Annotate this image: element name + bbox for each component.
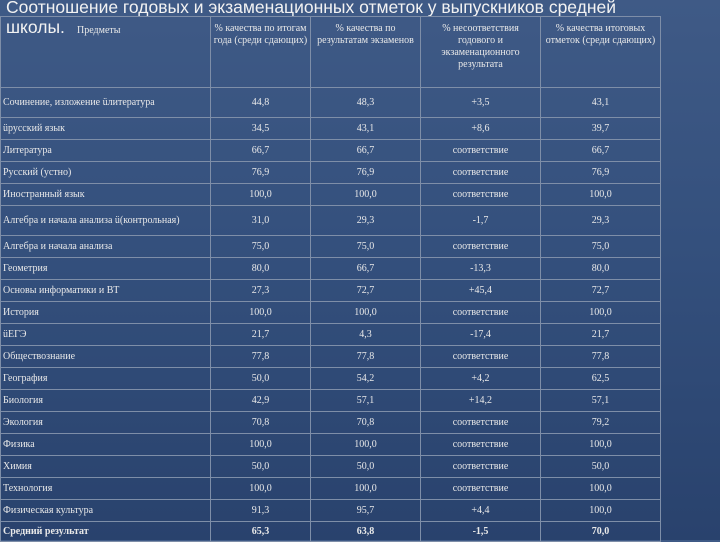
exam-cell: 100,0 — [311, 478, 421, 500]
subject-cell: Физика — [1, 434, 211, 456]
annual-cell: 34,5 — [211, 118, 311, 140]
exam-cell: 66,7 — [311, 140, 421, 162]
final-cell: 57,1 — [541, 390, 661, 412]
final-cell: 100,0 — [541, 184, 661, 206]
mismatch-cell: -13,3 — [421, 258, 541, 280]
subject-cell: География — [1, 368, 211, 390]
table-row — [1, 206, 661, 236]
exam-cell: 76,9 — [311, 162, 421, 184]
final-cell: 29,3 — [541, 206, 661, 236]
annual-cell: 100,0 — [211, 434, 311, 456]
mismatch-cell: соответствие — [421, 140, 541, 162]
subject-cell: Алгебра и начала анализа ü(контрольная) — [1, 206, 211, 236]
final-cell: 39,7 — [541, 118, 661, 140]
table-row — [1, 324, 661, 346]
table-row — [1, 140, 661, 162]
mismatch-cell: +14,2 — [421, 390, 541, 412]
exam-cell: 95,7 — [311, 500, 421, 522]
subject-cell: Геометрия — [1, 258, 211, 280]
mismatch-cell: +8,6 — [421, 118, 541, 140]
mismatch-cell: +45,4 — [421, 280, 541, 302]
final-cell: 72,7 — [541, 280, 661, 302]
final-cell: 21,7 — [541, 324, 661, 346]
annual-cell: 91,3 — [211, 500, 311, 522]
annual-cell: 42,9 — [211, 390, 311, 412]
exam-cell: 54,2 — [311, 368, 421, 390]
header-final: % качества итоговых отметок (среди сдающих) — [541, 17, 661, 88]
final-cell: 43,1 — [541, 88, 661, 118]
average-exam-cell: 63,8 — [311, 522, 421, 542]
mismatch-cell: соответствие — [421, 162, 541, 184]
table-row — [1, 302, 661, 324]
mismatch-cell: -1,7 — [421, 206, 541, 236]
table-row — [1, 88, 661, 118]
table-row — [1, 434, 661, 456]
exam-cell: 29,3 — [311, 206, 421, 236]
header-row — [1, 17, 661, 88]
mismatch-cell: соответствие — [421, 236, 541, 258]
final-cell: 100,0 — [541, 478, 661, 500]
final-cell: 50,0 — [541, 456, 661, 478]
table-row — [1, 118, 661, 140]
final-cell: 77,8 — [541, 346, 661, 368]
final-cell: 75,0 — [541, 236, 661, 258]
table-row — [1, 412, 661, 434]
final-cell: 66,7 — [541, 140, 661, 162]
average-mismatch-cell: -1,5 — [421, 522, 541, 542]
subject-cell: üЕГЭ — [1, 324, 211, 346]
exam-cell: 75,0 — [311, 236, 421, 258]
subject-cell: Химия — [1, 456, 211, 478]
subject-cell: Основы информатики и ВТ — [1, 280, 211, 302]
mismatch-cell: +3,5 — [421, 88, 541, 118]
subject-cell: Экология — [1, 412, 211, 434]
subject-cell: Биология — [1, 390, 211, 412]
mismatch-cell: соответствие — [421, 456, 541, 478]
final-cell: 100,0 — [541, 434, 661, 456]
final-cell: 79,2 — [541, 412, 661, 434]
mismatch-cell: +4,4 — [421, 500, 541, 522]
average-annual-cell: 65,3 — [211, 522, 311, 542]
exam-cell: 100,0 — [311, 184, 421, 206]
header-exam: % качества по результатам экзаменов — [311, 17, 421, 88]
final-cell: 76,9 — [541, 162, 661, 184]
table-row — [1, 162, 661, 184]
mismatch-cell: соответствие — [421, 434, 541, 456]
mismatch-cell: соответствие — [421, 346, 541, 368]
mismatch-cell: соответствие — [421, 412, 541, 434]
annual-cell: 100,0 — [211, 302, 311, 324]
subject-cell: üрусский язык — [1, 118, 211, 140]
exam-cell: 70,8 — [311, 412, 421, 434]
header-annual: % качества по итогам года (среди сдающих) — [211, 17, 311, 88]
annual-cell: 80,0 — [211, 258, 311, 280]
annual-cell: 50,0 — [211, 456, 311, 478]
subject-cell: Физическая культура — [1, 500, 211, 522]
annual-cell: 21,7 — [211, 324, 311, 346]
exam-cell: 4,3 — [311, 324, 421, 346]
table-row — [1, 184, 661, 206]
subject-cell: История — [1, 302, 211, 324]
mismatch-cell: соответствие — [421, 184, 541, 206]
average-row — [1, 522, 661, 542]
average-subject-cell: Средний результат — [1, 522, 211, 542]
exam-cell: 100,0 — [311, 302, 421, 324]
exam-cell: 57,1 — [311, 390, 421, 412]
annual-cell: 100,0 — [211, 478, 311, 500]
header-subject — [1, 17, 211, 88]
table-row — [1, 236, 661, 258]
table-row — [1, 346, 661, 368]
annual-cell: 75,0 — [211, 236, 311, 258]
annual-cell: 31,0 — [211, 206, 311, 236]
annual-cell: 27,3 — [211, 280, 311, 302]
table-row — [1, 390, 661, 412]
annual-cell: 66,7 — [211, 140, 311, 162]
subject-cell: Алгебра и начала анализа — [1, 236, 211, 258]
average-final-cell: 70,0 — [541, 522, 661, 542]
subject-cell: Иностранный язык — [1, 184, 211, 206]
final-cell: 80,0 — [541, 258, 661, 280]
annual-cell: 44,8 — [211, 88, 311, 118]
grades-table — [0, 16, 661, 542]
table-row — [1, 500, 661, 522]
table-row — [1, 478, 661, 500]
annual-cell: 76,9 — [211, 162, 311, 184]
mismatch-cell: соответствие — [421, 302, 541, 324]
table-row — [1, 368, 661, 390]
table-row — [1, 456, 661, 478]
annual-cell: 50,0 — [211, 368, 311, 390]
title-line-1: Соотношение годовых и экзаменационных отметок у выпускников средней — [6, 0, 617, 17]
final-cell: 100,0 — [541, 302, 661, 324]
table-row — [1, 280, 661, 302]
final-cell: 62,5 — [541, 368, 661, 390]
subject-cell: Литература — [1, 140, 211, 162]
subject-cell: Русский (устно) — [1, 162, 211, 184]
annual-cell: 100,0 — [211, 184, 311, 206]
final-cell: 100,0 — [541, 500, 661, 522]
exam-cell: 77,8 — [311, 346, 421, 368]
subject-cell: Обществознание — [1, 346, 211, 368]
subject-cell: Технология — [1, 478, 211, 500]
subject-cell: Сочинение, изложение üлитература — [1, 88, 211, 118]
annual-cell: 70,8 — [211, 412, 311, 434]
exam-cell: 72,7 — [311, 280, 421, 302]
table-row — [1, 258, 661, 280]
mismatch-cell: -17,4 — [421, 324, 541, 346]
title-line-2: школы. — [6, 17, 65, 37]
exam-cell: 66,7 — [311, 258, 421, 280]
header-mismatch: % несоответствия годового и экзаменационного результата — [421, 17, 541, 88]
exam-cell: 50,0 — [311, 456, 421, 478]
mismatch-cell: соответствие — [421, 478, 541, 500]
exam-cell: 100,0 — [311, 434, 421, 456]
mismatch-cell: +4,2 — [421, 368, 541, 390]
exam-cell: 48,3 — [311, 88, 421, 118]
header-subject-label: Предметы — [77, 25, 121, 36]
exam-cell: 43,1 — [311, 118, 421, 140]
annual-cell: 77,8 — [211, 346, 311, 368]
